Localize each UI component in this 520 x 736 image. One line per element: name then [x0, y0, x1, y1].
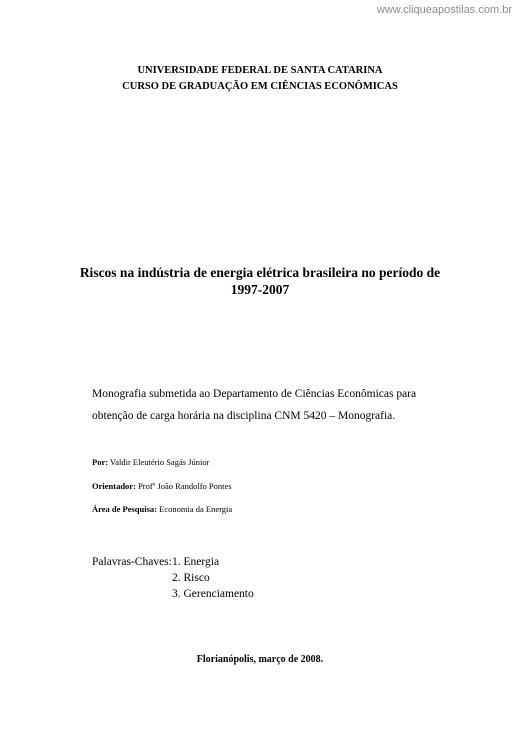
- document-title: [40, 264, 480, 298]
- course-name: CURSO DE GRADUAÇÃO EM CIÊNCIAS ECONÔMICAS: [122, 81, 398, 92]
- author-line: [92, 456, 209, 468]
- research-area-line: [92, 503, 232, 515]
- university-name: UNIVERSIDADE FEDERAL DE SANTA CATARINA: [137, 65, 383, 76]
- advisor-value: Profº João Randolfo Pontes: [138, 481, 232, 491]
- research-area-value: Economia da Energia: [159, 504, 233, 514]
- statement-line-2: obtenção de carga horária na disciplina CNM 5420 – Monografia.: [92, 410, 396, 422]
- keyword-item: 1. Energia: [172, 556, 220, 568]
- keyword-item: 2. Risco: [172, 572, 210, 584]
- watermark-url: www.cliqueapostilas.com.br: [376, 4, 512, 16]
- statement-line-1: Monografia submetida ao Departamento de Ciências Econômicas para: [92, 388, 417, 400]
- title-line-2: 1997-2007: [230, 282, 290, 297]
- title-line-1: Riscos na indústria de energia elétrica brasileira no período de: [79, 265, 441, 280]
- advisor-line: [92, 480, 232, 492]
- keywords-block: [92, 554, 254, 602]
- submission-statement: [92, 383, 492, 427]
- author-label: Por:: [92, 457, 109, 467]
- place-date: Florianópolis, março de 2008.: [196, 654, 324, 665]
- institution-header: [0, 63, 520, 95]
- keyword-item: 3. Gerenciamento: [172, 588, 254, 600]
- advisor-label: Orientador:: [92, 481, 136, 491]
- author-value: Valdir Eleutério Sagás Júnior: [110, 457, 210, 467]
- keywords-label: Palavras-Chaves:: [92, 556, 172, 568]
- research-area-label: Área de Pesquisa:: [92, 504, 158, 514]
